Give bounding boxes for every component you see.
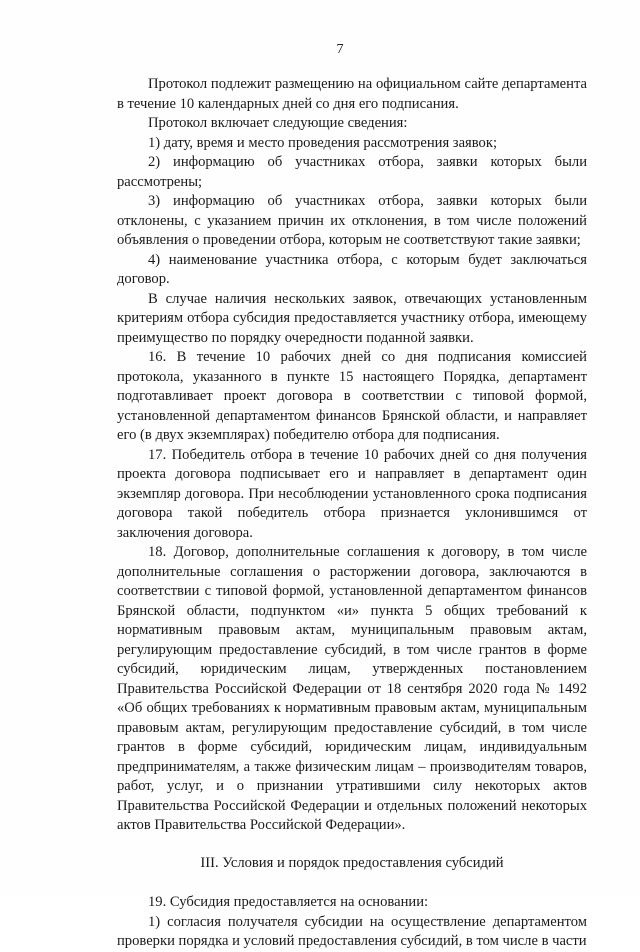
paragraph-clause-17: 17. Победитель отбора в течение 10 рабочих дней со дня получения проекта договора подписывает его и направляет в департамент один экземпляр договора. При несоблюдении установленного срока подписания договора такой победитель отбора признается уклонившимся от заключения договора. — [117, 446, 587, 541]
paragraph-clause-18: 18. Договор, дополнительные соглашения к договору, в том числе дополнительные соглашения о расторжении договора, заключаются в соответствии с типовой формой, установленной департаментом финансов Брянской области, подпунктом «и» пункта 5 общих требований к нормативным правовым актам, муниципальным правовым актам, регулирующим предоставление субсидий, в том числе грантов в форме субсидий, юридическим лицам, утвержденных постановлением Правительства Российской Федерации от 18 сентября 2020 года № 1492 «Об общих требованиях к нормативным правовым актам, муниципальным правовым актам, регулирующим предоставление субсидий, в том числе грантов в форме субсидий, юридическим лицам, индивидуальным предпринимателям, а также физическим лицам – производителям товаров, работ, услуг, и о признании утратившими силу некоторых актов Правительства Российской Федерации и отдельных положений некоторых актов Правительства Российской Федерации». — [117, 544, 587, 833]
list-item-3: 3) информацию об участниках отбора, заявки которых были отклонены, с указанием причин их отклонения, в том числе положений объявления о проведении отбора, которым не соответствуют такие заявки; — [117, 193, 587, 248]
list-item-4: 4) наименование участника отбора, с которым будет заключаться договор. — [117, 251, 587, 287]
list-item-1: 1) дату, время и место проведения рассмотрения заявок; — [148, 134, 497, 151]
paragraph-multiple-applications: В случае наличия нескольких заявок, отвечающих установленным критериям отбора субсидия предоставляется участнику отбора, имеющему преимущество по порядку очередности поданной заявки. — [117, 290, 587, 346]
paragraph-protocol-contents: Протокол включает следующие сведения: — [148, 115, 408, 131]
paragraph-clause-19-item-1: 1) согласия получателя субсидии на осуществление департаментом проверки порядка и условий предоставления субсидий, в том числе в части — [117, 913, 587, 949]
paragraph-publication: Протокол подлежит размещению на официальном сайте департамента в течение 10 календарных дней со дня его подписания. — [117, 76, 587, 112]
paragraph-clause-19: 19. Субсидия предоставляется на основании: — [148, 894, 429, 910]
page-number: 7 — [336, 42, 344, 57]
paragraph-clause-16: 16. В течение 10 рабочих дней со дня подписания комиссией протокола, указанного в пункте 15 настоящего Порядка, департамент подготавливает проект договора в соответствии с типовой формой, установленной департаментом финансов Брянской области, и направляет его (в двух экземплярах) победителю отбора для подписания. — [117, 349, 587, 443]
document-body — [117, 75, 587, 952]
section-heading: III. Условия и порядок предоставления субсидий — [200, 854, 504, 871]
list-item-2: 2) информацию об участниках отбора, заявки которых были рассмотрены; — [117, 154, 587, 190]
